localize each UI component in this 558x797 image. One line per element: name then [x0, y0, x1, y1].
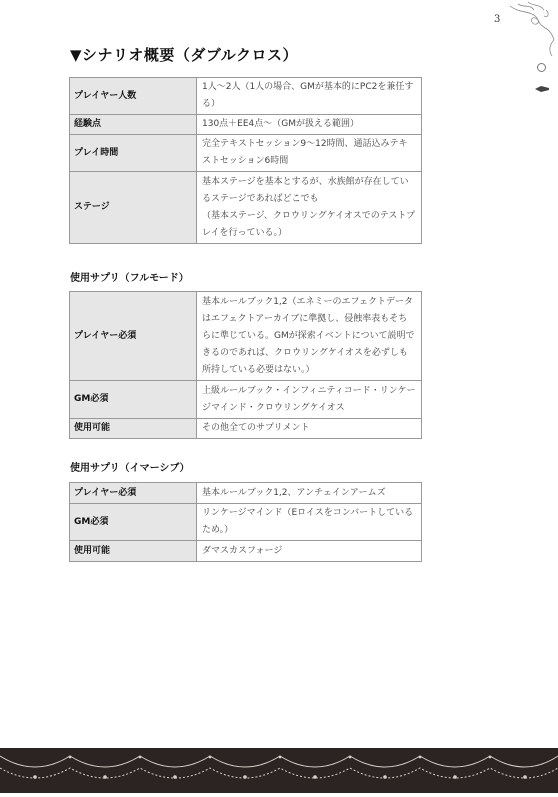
- row-key: ステージ: [70, 172, 197, 244]
- table-row: [70, 381, 422, 419]
- row-value: 完全テキストセッション9〜12時間、通話込みテキストセッション6時間: [197, 135, 422, 172]
- immersive-heading: 使用サプリ（イマーシブ）: [70, 463, 190, 474]
- bottom-decorative-band: [0, 748, 558, 793]
- table-row: [70, 135, 422, 172]
- immersive-table: [69, 482, 422, 562]
- row-key: GM必須: [70, 504, 197, 541]
- full-mode-table: [69, 291, 422, 439]
- row-value: 基本ステージを基本とするが、水族館が存在しているステージであればどこでも （基本ステージ、クロウリングケイオスでのテストプレイを行っている。）: [197, 172, 422, 244]
- table-row: [70, 419, 422, 439]
- table-row: [70, 504, 422, 541]
- row-value: 上級ルールブック・インフィニティコード・リンケージマインド・クロウリングケイオス: [197, 381, 422, 419]
- table-row: [70, 292, 422, 381]
- overview-table: [69, 77, 422, 244]
- side-circle-ornament: [537, 63, 546, 72]
- page-number: 3: [494, 14, 501, 25]
- row-value: 基本ルールブック1,2（エネミーのエフェクトデータはエフェクトアーカイブに準拠し、侵蝕率表もそちらに準じている。GMが探索イベントについて説明できるのであれば、クロウリングケイオスを必ずしも所持している必要はない。）: [197, 292, 422, 381]
- row-key: プレイヤー人数: [70, 78, 197, 115]
- row-key: プレイヤー必須: [70, 483, 197, 504]
- row-value: その他全てのサプリメント: [197, 419, 422, 439]
- row-value: ダマスカスフォージ: [197, 541, 422, 562]
- row-key: 使用可能: [70, 541, 197, 562]
- row-value: リンケージマインド（Eロイスをコンバートしているため。）: [197, 504, 422, 541]
- chain-ornament: [0, 748, 558, 793]
- row-key: プレイヤー必須: [70, 292, 197, 381]
- row-key: 使用可能: [70, 419, 197, 439]
- full-mode-heading: 使用サプリ（フルモード）: [70, 273, 189, 284]
- corner-ornament: [498, 0, 558, 60]
- row-key: 経験点: [70, 115, 197, 135]
- row-key: GM必須: [70, 381, 197, 419]
- page-title: ▼シナリオ概要（ダブルクロス）: [70, 46, 298, 64]
- row-value: 基本ルールブック1,2、アンチェインアームズ: [197, 483, 422, 504]
- row-value: 1人〜2人（1人の場合、GMが基本的にPC2を兼任する）: [197, 78, 422, 115]
- table-row: [70, 483, 422, 504]
- table-row: [70, 172, 422, 244]
- table-row: [70, 115, 422, 135]
- row-key: プレイ時間: [70, 135, 197, 172]
- table-row: [70, 541, 422, 562]
- table-row: [70, 78, 422, 115]
- arrow-marker-icon: [535, 85, 549, 93]
- row-value: 130点＋EE4点〜（GMが扱える範囲）: [197, 115, 422, 135]
